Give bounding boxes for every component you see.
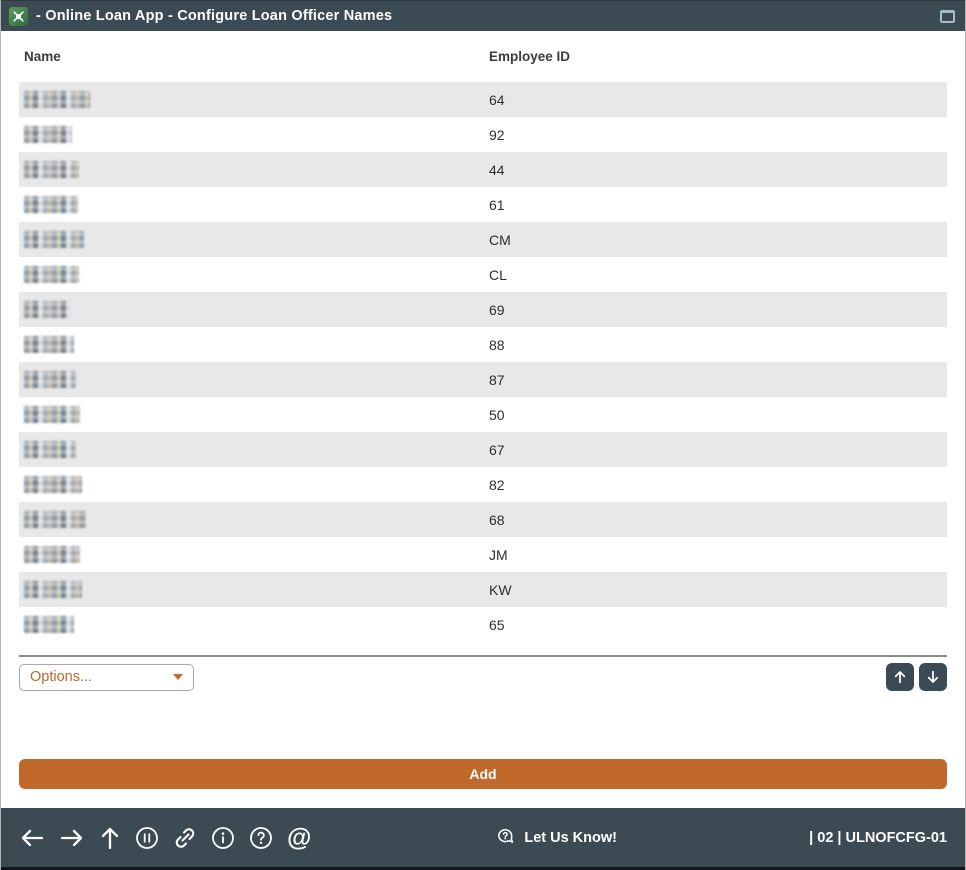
main-content: [1, 31, 965, 808]
employee-id-cell: CL: [489, 266, 507, 283]
employee-id-cell: JM: [489, 546, 508, 563]
employee-id-cell: 67: [489, 441, 505, 458]
chevron-down-icon: [173, 674, 183, 680]
pause-circle-icon[interactable]: [135, 826, 159, 850]
footer-toolbar: [1, 808, 965, 870]
table-row[interactable]: [19, 82, 947, 117]
table-row[interactable]: [19, 187, 947, 222]
redacted-name: [24, 581, 82, 598]
employee-id-cell: 92: [489, 126, 505, 143]
name-cell: [19, 546, 489, 563]
employee-id-cell: 65: [489, 616, 505, 633]
footer-center: [311, 808, 809, 867]
footer-icons: [19, 825, 311, 851]
table-row[interactable]: [19, 502, 947, 537]
employee-id-cell: 50: [489, 406, 505, 423]
redacted-name: [24, 266, 79, 283]
table-row[interactable]: [19, 117, 947, 152]
employee-id-cell: 68: [489, 511, 505, 528]
employee-id-cell: 69: [489, 301, 505, 318]
name-cell: [19, 476, 489, 493]
table-row[interactable]: [19, 397, 947, 432]
table-row[interactable]: [19, 257, 947, 292]
redacted-name: [24, 196, 78, 213]
redacted-name: [24, 441, 76, 458]
station-code: | 02 | ULNOFCFG-01: [809, 829, 947, 846]
feedback-label: Let Us Know!: [524, 829, 617, 846]
column-header-employee-id: Employee ID: [489, 49, 571, 64]
employee-id-cell: KW: [489, 581, 512, 598]
name-cell: [19, 301, 489, 318]
up-arrow-icon[interactable]: [99, 825, 121, 851]
move-down-button[interactable]: [919, 663, 947, 691]
name-cell: [19, 231, 489, 248]
redacted-name: [24, 546, 80, 563]
employee-id-cell: 88: [489, 336, 505, 353]
employee-id-cell: 61: [489, 196, 505, 213]
divider: [19, 655, 947, 657]
app-logo-icon: [9, 7, 28, 26]
table-row[interactable]: [19, 432, 947, 467]
table-row[interactable]: [19, 152, 947, 187]
table-row[interactable]: [19, 572, 947, 607]
titlebar: [1, 0, 965, 31]
move-up-button[interactable]: [886, 663, 914, 691]
name-cell: [19, 126, 489, 143]
link-icon[interactable]: [173, 826, 197, 850]
name-cell: [19, 371, 489, 388]
table-row[interactable]: [19, 222, 947, 257]
name-cell: [19, 616, 489, 633]
help-circle-icon[interactable]: [249, 826, 273, 850]
back-arrow-icon[interactable]: [19, 827, 45, 849]
arrow-down-icon: [925, 669, 941, 685]
info-circle-icon[interactable]: [211, 826, 235, 850]
redacted-name: [24, 91, 90, 108]
name-cell: [19, 266, 489, 283]
table-row[interactable]: [19, 362, 947, 397]
table-header: [19, 31, 947, 82]
controls-row: [19, 663, 947, 691]
redacted-name: [24, 161, 79, 178]
arrow-up-icon: [892, 669, 908, 685]
name-cell: [19, 196, 489, 213]
options-dropdown[interactable]: [19, 664, 194, 691]
redacted-name: [24, 301, 70, 318]
forward-arrow-icon[interactable]: [59, 827, 85, 849]
redacted-name: [24, 231, 84, 248]
name-cell: [19, 441, 489, 458]
employee-id-cell: 82: [489, 476, 505, 493]
table-row[interactable]: [19, 327, 947, 362]
employee-id-cell: CM: [489, 231, 511, 248]
name-cell: [19, 406, 489, 423]
employee-id-cell: 44: [489, 161, 505, 178]
redacted-name: [24, 476, 82, 493]
table-body: [19, 82, 947, 642]
add-button[interactable]: Add: [19, 759, 947, 789]
name-cell: [19, 91, 489, 108]
redacted-name: [24, 371, 76, 388]
name-cell: [19, 511, 489, 528]
employee-id-cell: 64: [489, 91, 505, 108]
window-title: - Online Loan App - Configure Loan Officer Names: [36, 8, 393, 24]
feedback-link[interactable]: [496, 828, 617, 848]
feedback-chat-icon: [496, 828, 518, 848]
maximize-icon[interactable]: [940, 10, 955, 23]
move-buttons: [886, 663, 947, 691]
redacted-name: [24, 126, 72, 143]
table-row[interactable]: [19, 292, 947, 327]
redacted-name: [24, 511, 86, 528]
table-row[interactable]: [19, 607, 947, 642]
redacted-name: [24, 406, 80, 423]
options-dropdown-value: Options...: [30, 669, 93, 685]
name-cell: [19, 161, 489, 178]
table-row[interactable]: [19, 537, 947, 572]
redacted-name: [24, 336, 74, 353]
employee-id-cell: 87: [489, 371, 505, 388]
name-cell: [19, 581, 489, 598]
redacted-name: [24, 616, 74, 633]
column-header-name: Name: [24, 49, 61, 64]
table-row[interactable]: [19, 467, 947, 502]
at-sign-icon[interactable]: @: [287, 823, 312, 852]
name-cell: [19, 336, 489, 353]
